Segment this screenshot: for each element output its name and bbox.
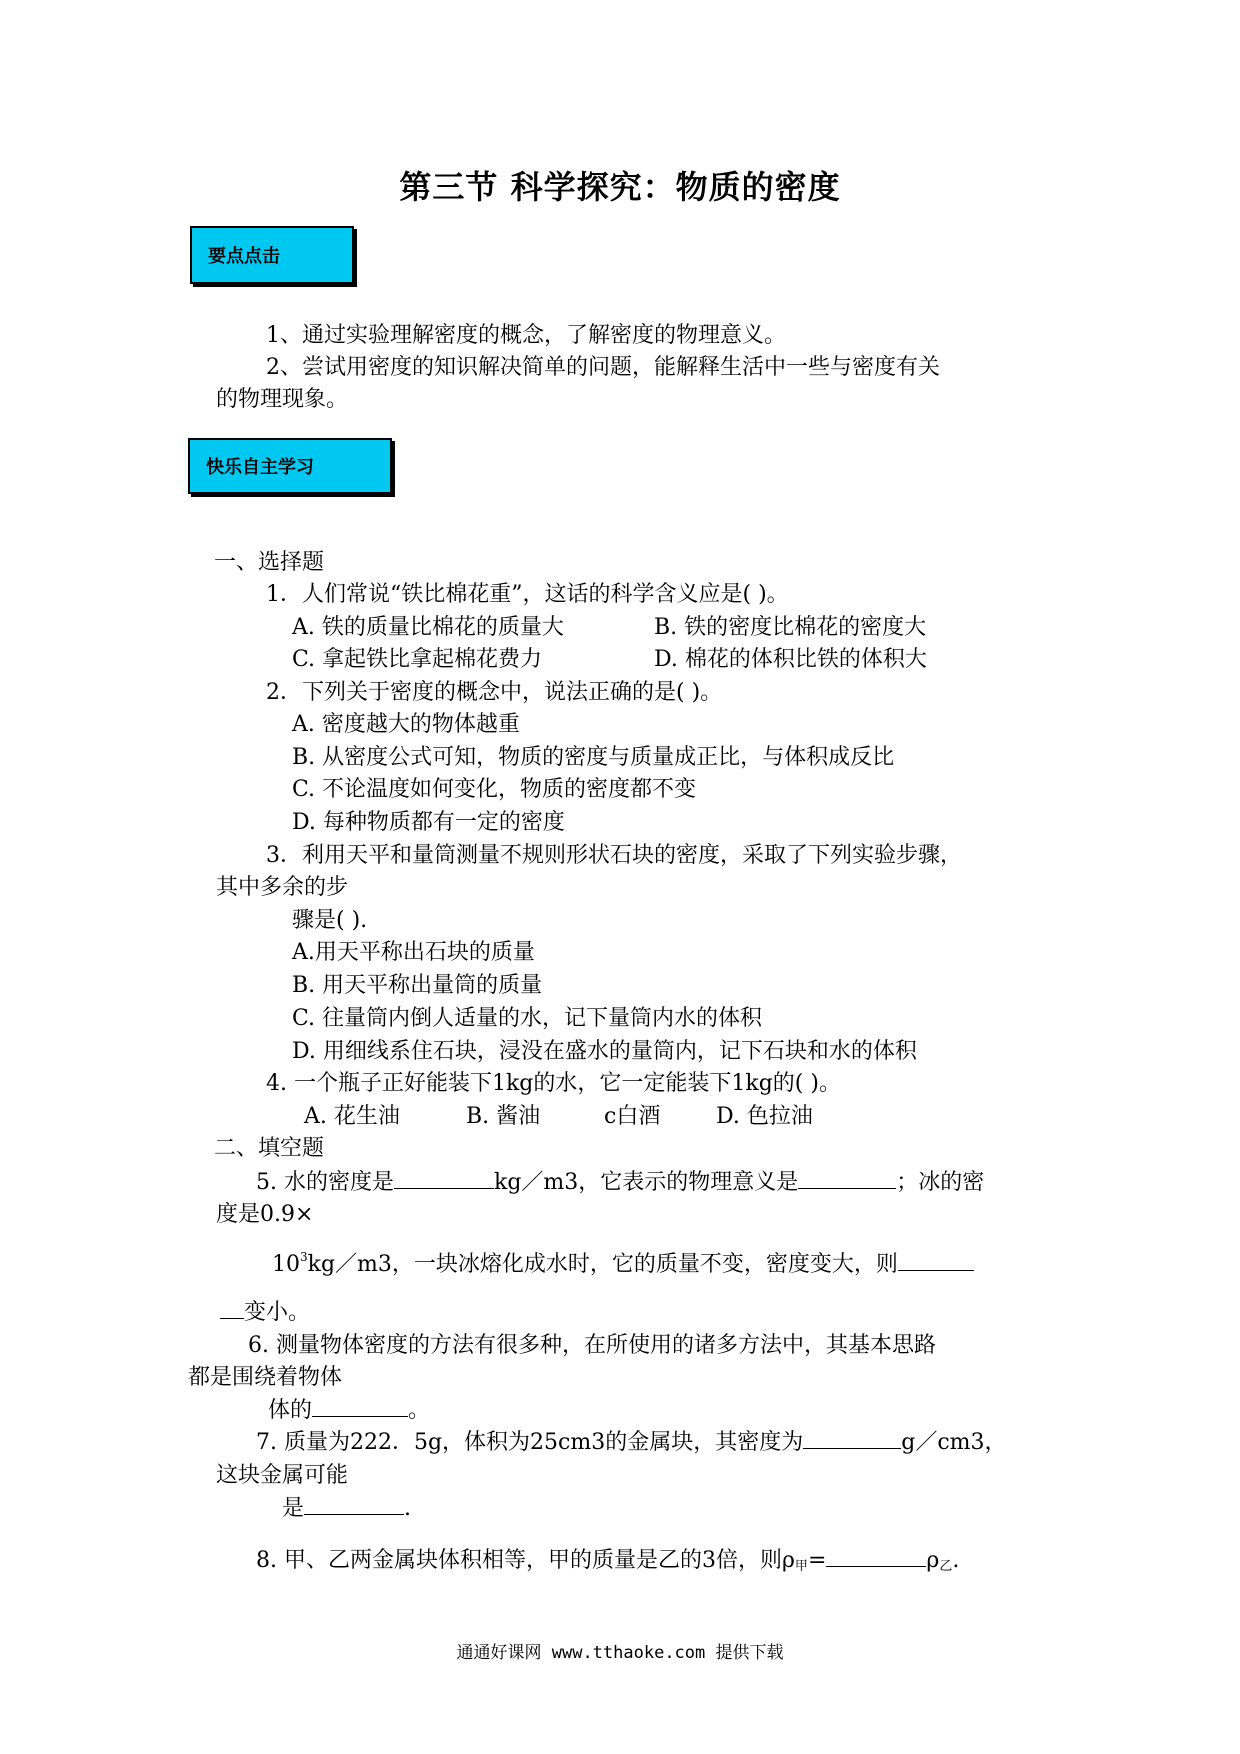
q4-option-c: c白酒 — [604, 1104, 661, 1129]
q5-exponent: 3 — [300, 1250, 308, 1264]
q7-line-3 — [282, 1491, 411, 1522]
q5-text: 10 — [272, 1252, 300, 1277]
q3-option-b: B. 用天平称出量筒的质量 — [292, 973, 543, 998]
q1-option-c: C. 拿起铁比拿起棉花费力 — [292, 647, 543, 672]
q1-option-a: A. 铁的质量比棉花的质量大 — [292, 615, 564, 640]
section-label-key-points — [190, 226, 354, 284]
q6-line-2: 都是围绕着物体 — [188, 1365, 343, 1390]
page-title: 第三节 科学探究：物质的密度 — [399, 168, 841, 206]
q8-text: = — [807, 1548, 827, 1573]
q4-option-a: A. 花生油 — [304, 1104, 400, 1129]
section-label-text: 要点点击 — [208, 246, 280, 267]
q8-line — [256, 1543, 959, 1574]
q8-text: . — [952, 1548, 960, 1573]
q5-text: 变小。 — [244, 1300, 311, 1325]
q6-line-1: 6. 测量物体密度的方法有很多种，在所使用的诸多方法中，其基本思路 — [248, 1333, 936, 1358]
section-label-self-study — [188, 438, 392, 494]
q1-stem: 1．人们常说“铁比棉花重”，这话的科学含义应是( )。 — [266, 582, 789, 607]
footer-source: 通通好课网 www.tthaoke.com 提供下载 — [456, 1643, 784, 1663]
q4-option-d: D. 色拉油 — [716, 1104, 813, 1129]
q6-text: 体的 — [268, 1398, 313, 1423]
q5-line-1 — [256, 1165, 984, 1196]
q3-option-c: C. 往量筒内倒人适量的水，记下量筒内水的体积 — [292, 1006, 763, 1031]
q2-option-d: D. 每种物质都有一定的密度 — [292, 810, 565, 835]
q8-subscript: 乙 — [939, 1559, 953, 1574]
objective-2: 2、尝试用密度的知识解决简单的问题，能解释生活中一些与密度有关 — [266, 355, 940, 380]
part2-heading: 二、填空题 — [214, 1136, 325, 1161]
q7-text: 7. 质量为222．5g，体积为25cm3的金属块，其密度为 — [256, 1430, 804, 1455]
q7-line-1 — [256, 1425, 1007, 1456]
q2-option-a: A. 密度越大的物体越重 — [292, 712, 520, 737]
q5-line-2: 度是0.9× — [216, 1202, 314, 1227]
q2-option-c: C. 不论温度如何变化，物质的密度都不变 — [292, 777, 697, 802]
q6-blank[interactable] — [312, 1394, 408, 1417]
q3-stem-3: 骤是( ). — [292, 908, 368, 933]
q3-stem-2: 其中多余的步 — [216, 875, 349, 900]
q5-blank-3[interactable] — [898, 1248, 974, 1271]
objective-2-cont: 的物理现象。 — [216, 387, 349, 412]
q7-blank-1[interactable] — [803, 1426, 901, 1449]
q7-text: g／cm3， — [901, 1430, 1007, 1455]
q4-stem: 4. 一个瓶子正好能装下1kg的水，它一定能装下1kg的( )。 — [266, 1071, 841, 1096]
q1-option-d: D. 棉花的体积比铁的体积大 — [654, 647, 927, 672]
q5-blank-1[interactable] — [394, 1166, 494, 1189]
q1-option-b: B. 铁的密度比棉花的密度大 — [654, 615, 927, 640]
section-label-text: 快乐自主学习 — [206, 457, 314, 478]
q6-text: 。 — [408, 1398, 431, 1423]
q7-line-2: 这块金属可能 — [216, 1463, 349, 1488]
q6-line-3 — [268, 1393, 430, 1424]
q7-text: . — [404, 1496, 412, 1521]
part1-heading: 一、选择题 — [214, 550, 325, 575]
q8-subscript: 甲 — [794, 1559, 808, 1574]
q3-option-d: D. 用细线系住石块，浸没在盛水的量筒内，记下石块和水的体积 — [292, 1039, 917, 1064]
q7-text: 是 — [282, 1496, 305, 1521]
q5-text: 5. 水的密度是 — [256, 1170, 394, 1195]
q8-blank[interactable] — [826, 1544, 926, 1567]
q5-text: kg／m3，它表示的物理意义是 — [493, 1170, 799, 1195]
q4-option-b: B. 酱油 — [466, 1104, 541, 1129]
q5-line-3 — [272, 1247, 974, 1278]
q3-stem-1: 3．利用天平和量筒测量不规则形状石块的密度，采取了下列实验步骤， — [266, 843, 962, 868]
q7-blank-2[interactable] — [304, 1492, 404, 1515]
q2-option-b: B. 从密度公式可知，物质的密度与质量成正比，与体积成反比 — [292, 745, 895, 770]
q5-text: ；冰的密 — [896, 1170, 985, 1195]
q2-stem: 2．下列关于密度的概念中，说法正确的是( )。 — [266, 680, 723, 705]
q5-line-4 — [220, 1295, 310, 1326]
q5-blank-3-cont[interactable] — [220, 1296, 244, 1319]
q8-text: 8. 甲、乙两金属块体积相等，甲的质量是乙的3倍，则ρ — [256, 1548, 795, 1573]
q5-text: kg／m3，一块冰熔化成水时，它的质量不变，密度变大，则 — [307, 1252, 898, 1277]
objective-1: 1、通过实验理解密度的概念，了解密度的物理意义。 — [266, 323, 786, 348]
q3-option-a: A.用天平称出石块的质量 — [292, 940, 535, 965]
q8-text: ρ — [926, 1548, 940, 1573]
q5-blank-2[interactable] — [798, 1166, 896, 1189]
